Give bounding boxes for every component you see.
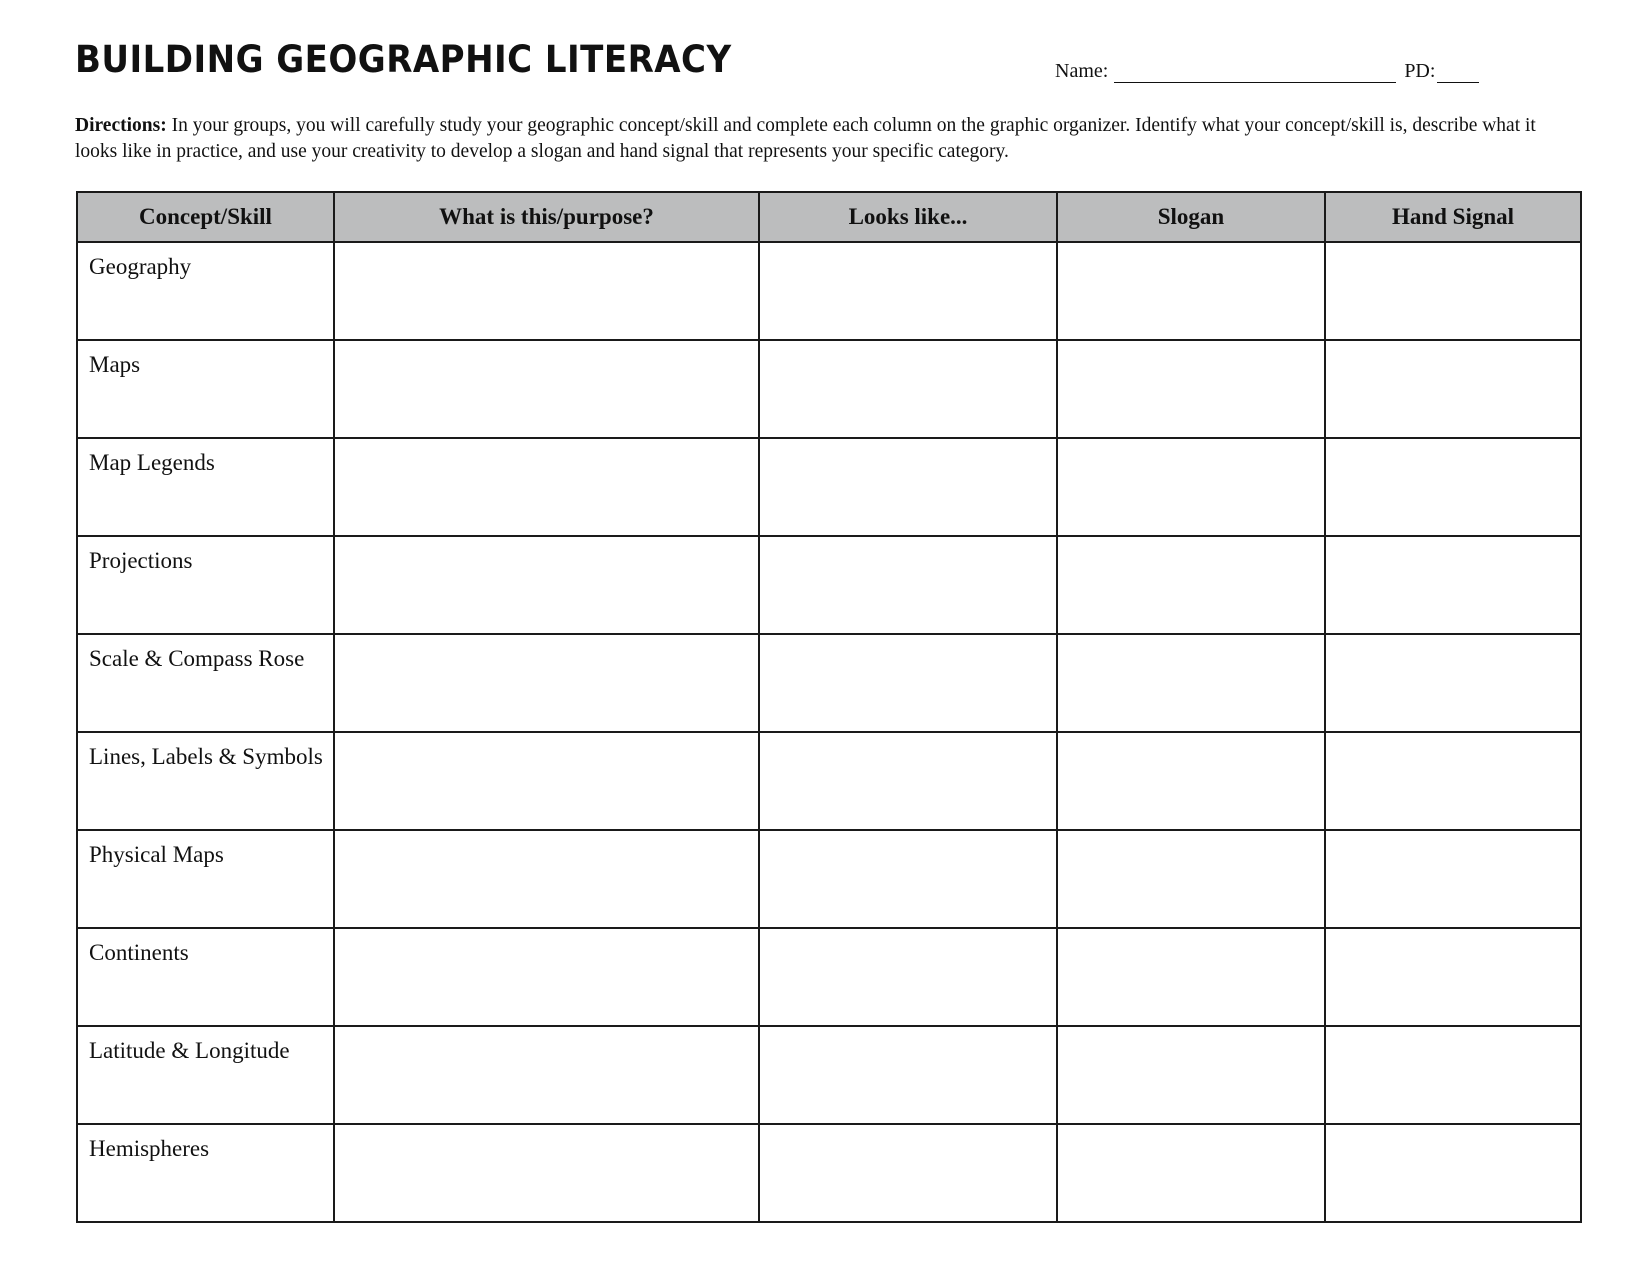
purpose-cell[interactable] bbox=[334, 732, 759, 830]
looks-like-cell[interactable] bbox=[759, 438, 1057, 536]
concept-cell: Maps bbox=[77, 340, 334, 438]
purpose-cell[interactable] bbox=[334, 438, 759, 536]
purpose-cell[interactable] bbox=[334, 928, 759, 1026]
table-row bbox=[77, 1124, 1581, 1222]
hand-signal-cell[interactable] bbox=[1325, 340, 1581, 438]
table-row bbox=[77, 536, 1581, 634]
slogan-cell[interactable] bbox=[1057, 1124, 1325, 1222]
table-row bbox=[77, 242, 1581, 340]
table-row bbox=[77, 438, 1581, 536]
name-label: Name: bbox=[1055, 60, 1109, 82]
looks-like-cell[interactable] bbox=[759, 928, 1057, 1026]
purpose-cell[interactable] bbox=[334, 1124, 759, 1222]
looks-like-cell[interactable] bbox=[759, 242, 1057, 340]
concept-cell: Scale & Compass Rose bbox=[77, 634, 334, 732]
table-row bbox=[77, 1026, 1581, 1124]
slogan-cell[interactable] bbox=[1057, 536, 1325, 634]
hand-signal-cell[interactable] bbox=[1325, 1124, 1581, 1222]
looks-like-cell[interactable] bbox=[759, 1026, 1057, 1124]
purpose-cell[interactable] bbox=[334, 1026, 759, 1124]
concept-cell: Projections bbox=[77, 536, 334, 634]
table-header-row bbox=[77, 192, 1581, 242]
purpose-cell[interactable] bbox=[334, 830, 759, 928]
column-header-concept-skill: Concept/Skill bbox=[77, 192, 334, 242]
column-header-looks-like: Looks like... bbox=[759, 192, 1057, 242]
concept-cell: Hemispheres bbox=[77, 1124, 334, 1222]
slogan-cell[interactable] bbox=[1057, 732, 1325, 830]
hand-signal-cell[interactable] bbox=[1325, 536, 1581, 634]
looks-like-cell[interactable] bbox=[759, 830, 1057, 928]
column-header-slogan: Slogan bbox=[1057, 192, 1325, 242]
table-row bbox=[77, 340, 1581, 438]
looks-like-cell[interactable] bbox=[759, 536, 1057, 634]
purpose-cell[interactable] bbox=[334, 634, 759, 732]
purpose-cell[interactable] bbox=[334, 536, 759, 634]
slogan-cell[interactable] bbox=[1057, 830, 1325, 928]
table-row bbox=[77, 830, 1581, 928]
concept-cell: Latitude & Longitude bbox=[77, 1026, 334, 1124]
directions-label: Directions: bbox=[75, 115, 167, 136]
hand-signal-cell[interactable] bbox=[1325, 830, 1581, 928]
pd-label: PD: bbox=[1404, 60, 1436, 82]
concept-cell: Continents bbox=[77, 928, 334, 1026]
hand-signal-cell[interactable] bbox=[1325, 634, 1581, 732]
table-row bbox=[77, 928, 1581, 1026]
graphic-organizer-table bbox=[76, 191, 1582, 1223]
table-row bbox=[77, 634, 1581, 732]
slogan-cell[interactable] bbox=[1057, 634, 1325, 732]
concept-cell: Geography bbox=[77, 242, 334, 340]
table-row bbox=[77, 732, 1581, 830]
hand-signal-cell[interactable] bbox=[1325, 928, 1581, 1026]
concept-cell: Map Legends bbox=[77, 438, 334, 536]
hand-signal-cell[interactable] bbox=[1325, 1026, 1581, 1124]
looks-like-cell[interactable] bbox=[759, 1124, 1057, 1222]
slogan-cell[interactable] bbox=[1057, 928, 1325, 1026]
purpose-cell[interactable] bbox=[334, 242, 759, 340]
page-title: BUILDING GEOGRAPHIC LITERACY bbox=[75, 38, 732, 81]
looks-like-cell[interactable] bbox=[759, 732, 1057, 830]
concept-cell: Lines, Labels & Symbols bbox=[77, 732, 334, 830]
slogan-cell[interactable] bbox=[1057, 438, 1325, 536]
slogan-cell[interactable] bbox=[1057, 340, 1325, 438]
concept-cell: Physical Maps bbox=[77, 830, 334, 928]
name-blank-line[interactable] bbox=[1114, 62, 1396, 83]
pd-blank-line[interactable] bbox=[1437, 62, 1479, 83]
hand-signal-cell[interactable] bbox=[1325, 732, 1581, 830]
slogan-cell[interactable] bbox=[1057, 1026, 1325, 1124]
purpose-cell[interactable] bbox=[334, 340, 759, 438]
slogan-cell[interactable] bbox=[1057, 242, 1325, 340]
column-header-what-is-this: What is this/purpose? bbox=[334, 192, 759, 242]
hand-signal-cell[interactable] bbox=[1325, 242, 1581, 340]
directions-text: In your groups, you will carefully study your geographic concept/skill and complete each column on the graphic organizer. Identify what your concept/skill is, describe what it looks like in practice, and use your creativity to develop a slogan and hand signal that represents your specific category. bbox=[75, 115, 1536, 162]
name-period-block bbox=[1055, 60, 1479, 83]
column-header-hand-signal: Hand Signal bbox=[1325, 192, 1581, 242]
looks-like-cell[interactable] bbox=[759, 340, 1057, 438]
hand-signal-cell[interactable] bbox=[1325, 438, 1581, 536]
directions-paragraph bbox=[75, 113, 1575, 165]
looks-like-cell[interactable] bbox=[759, 634, 1057, 732]
